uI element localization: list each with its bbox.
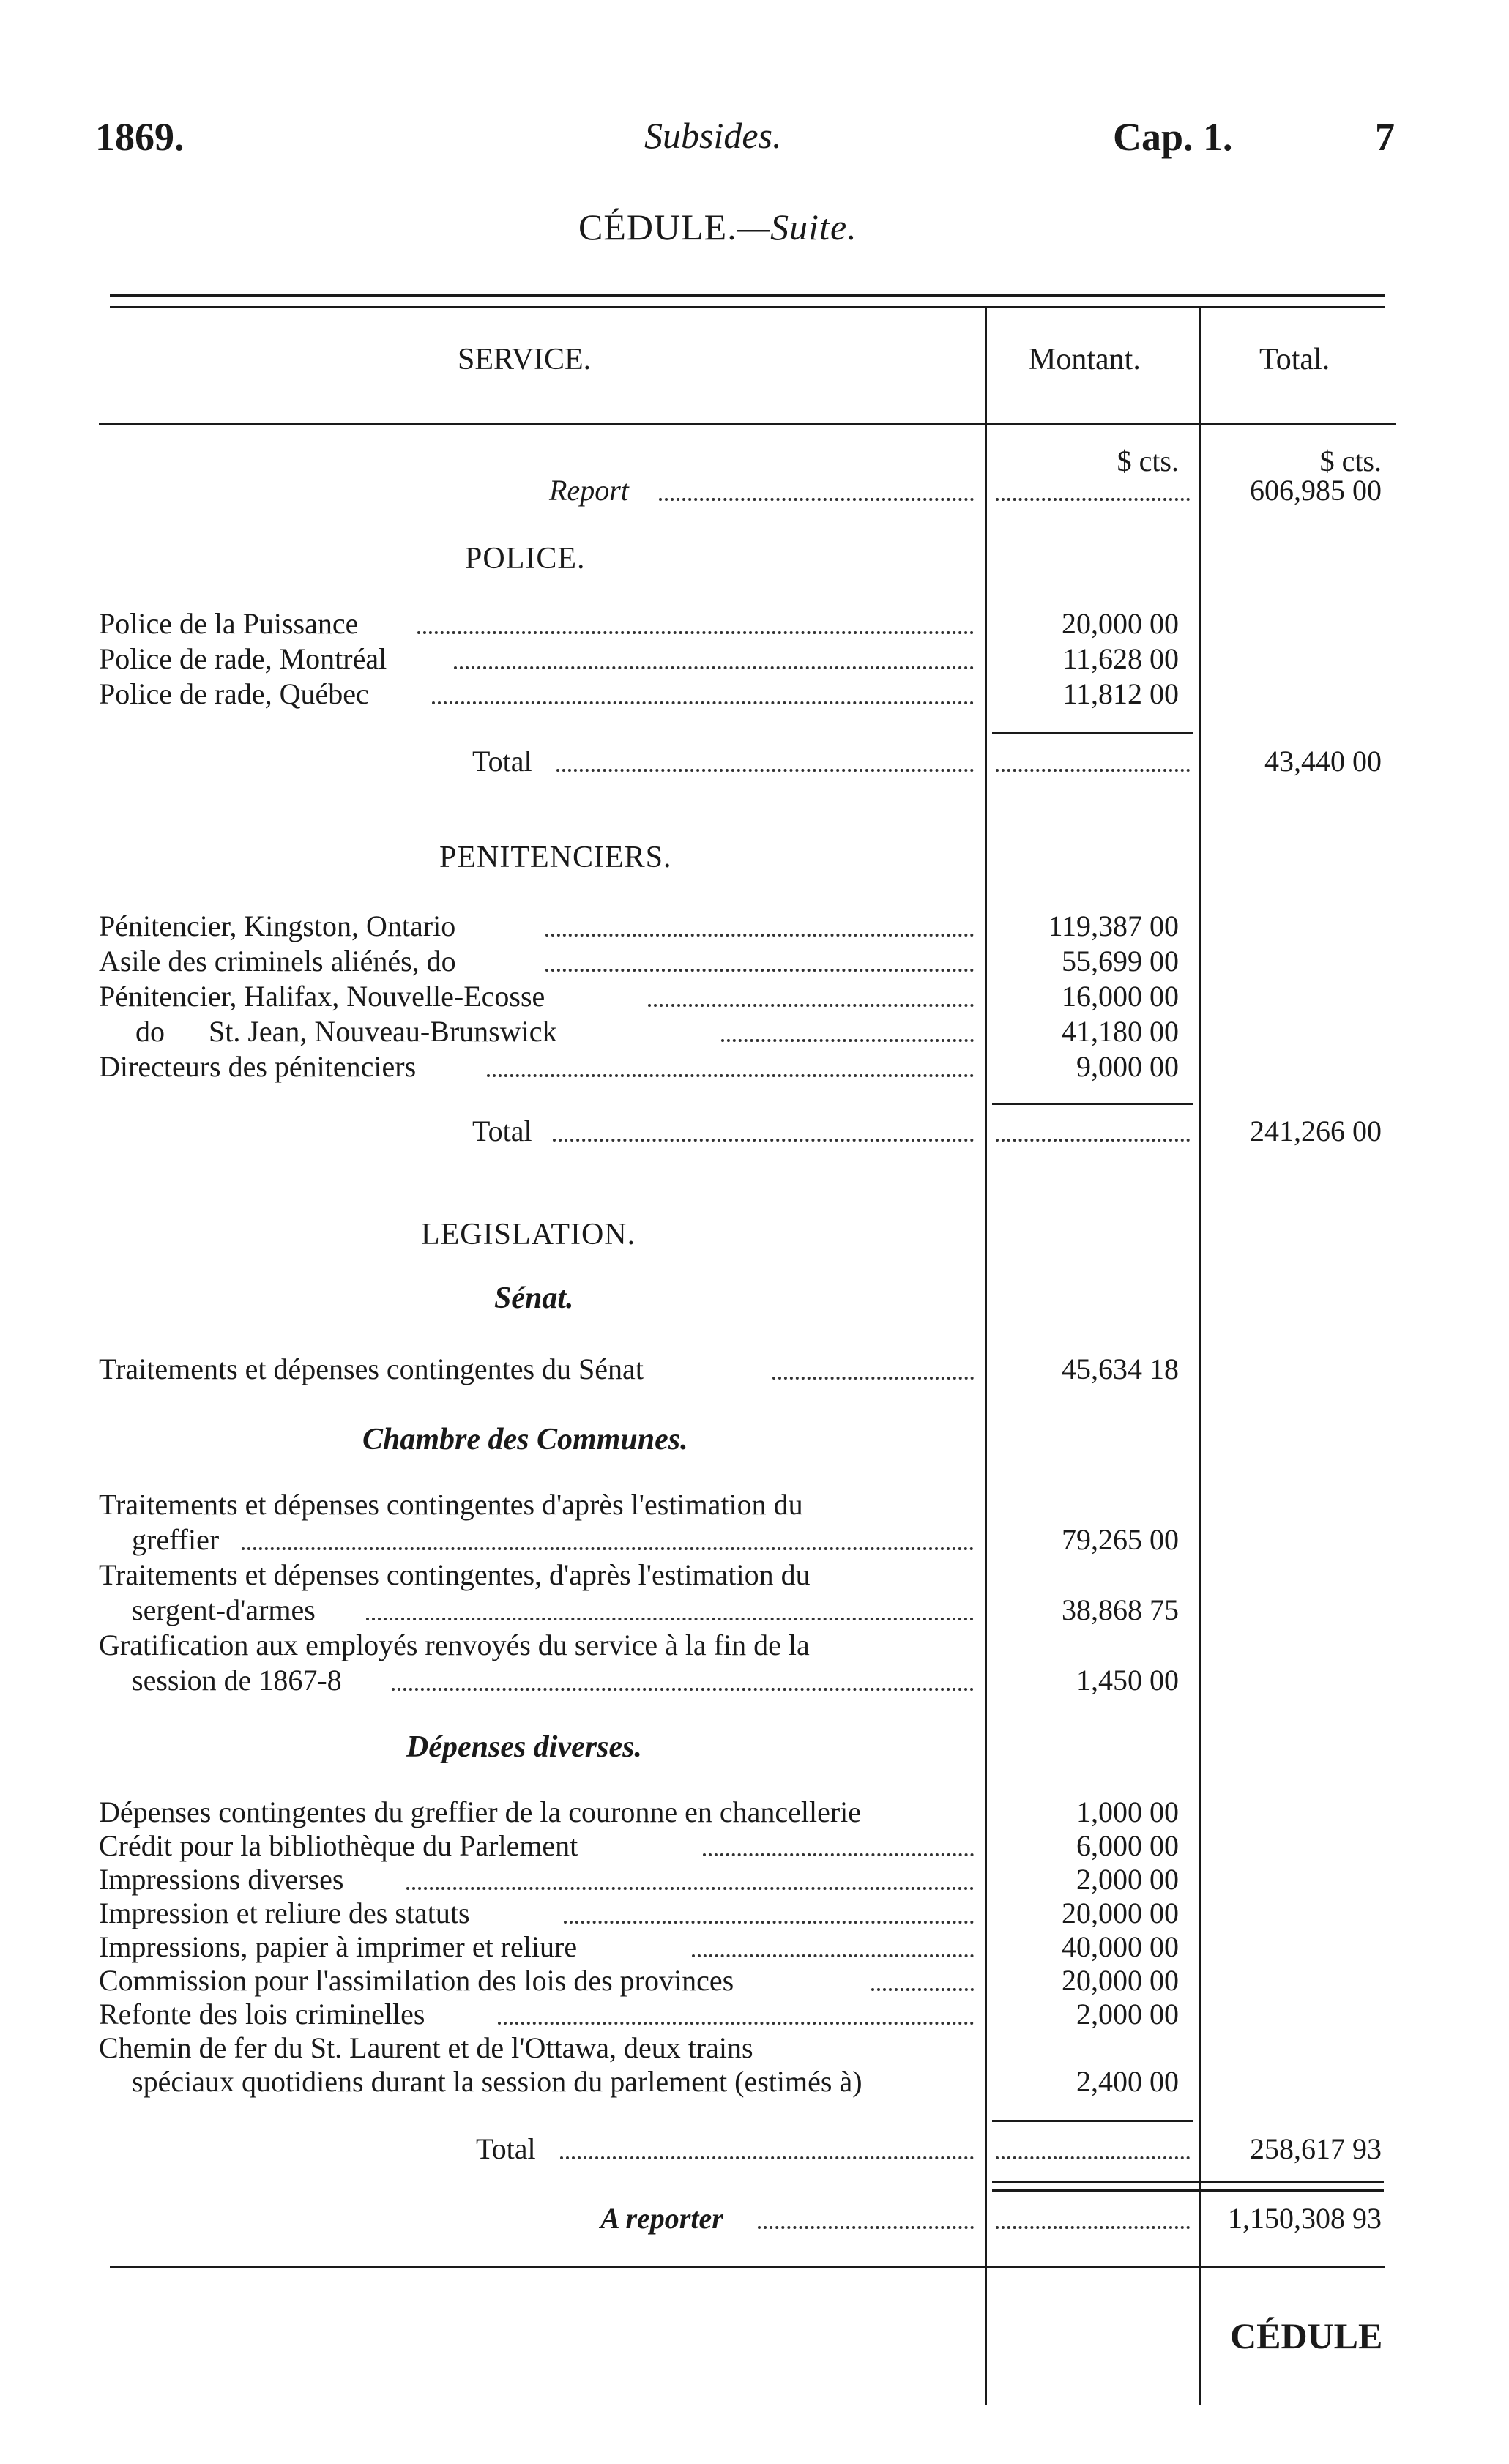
legislation-total: 258,617 93 <box>1250 2132 1382 2165</box>
montant-column-rule <box>985 308 987 2405</box>
table-row-label: Impressions, papier à imprimer et reliure <box>99 1930 578 1963</box>
leader-dots <box>996 2156 1190 2159</box>
subsection-heading-senat: Sénat. <box>494 1281 574 1315</box>
table-row-amount: 20,000 00 <box>1062 1964 1179 1997</box>
table-row-label: Commission pour l'assimilation des lois des provinces <box>99 1964 734 1997</box>
leader-dots <box>417 631 974 634</box>
table-row-amount: 2,000 00 <box>1076 1998 1179 2031</box>
leader-dots <box>758 2226 974 2229</box>
total-units: $ cts. <box>1319 444 1382 477</box>
subsection-heading-diverses: Dépenses diverses. <box>406 1730 642 1764</box>
leader-dots <box>432 701 974 704</box>
leader-dots <box>871 1988 974 1991</box>
table-row-label: Traitements et dépenses contingentes d'après l'estimation du <box>99 1488 803 1521</box>
table-row-label: do St. Jean, Nouveau-Brunswick <box>135 1015 557 1048</box>
reporter-rule-2 <box>992 2189 1384 2192</box>
table-row-label: Police de rade, Montréal <box>99 642 387 675</box>
report-total: 606,985 00 <box>1250 474 1382 507</box>
table-row-label: Impression et reliure des statuts <box>99 1897 470 1929</box>
report-label: Report <box>549 474 629 507</box>
table-row-label: Pénitencier, Kingston, Ontario <box>99 909 456 942</box>
total-column-header: Total. <box>1259 343 1330 376</box>
table-row-label: Gratification aux employés renvoyés du service à la fin de la <box>99 1629 810 1661</box>
leader-dots <box>560 2156 974 2159</box>
table-row-label: Traitements et dépenses contingentes, d'après l'estimation du <box>99 1558 811 1591</box>
section-heading-legislation: LEGISLATION. <box>421 1218 636 1251</box>
top-rule-2 <box>110 306 1385 308</box>
table-row-label: Impressions diverses <box>99 1863 344 1896</box>
legislation-total-label: Total <box>476 2132 536 2165</box>
police-total: 43,440 00 <box>1264 745 1382 778</box>
leader-dots <box>366 1618 974 1620</box>
page-title <box>578 206 857 247</box>
penitenciers-total: 241,266 00 <box>1250 1114 1382 1147</box>
leader-dots <box>392 1688 974 1691</box>
table-row-amount: 1,450 00 <box>1076 1664 1179 1697</box>
reporter-rule <box>992 2181 1384 2183</box>
total-column-rule <box>1199 308 1201 2405</box>
leader-dots <box>545 969 974 972</box>
subsection-heading-communes: Chambre des Communes. <box>362 1423 688 1456</box>
table-row-label-cont: spéciaux quotidiens durant la session du parlement (estimés à) <box>132 2065 862 2098</box>
table-row-label: Traitements et dépenses contingentes du Sénat <box>99 1352 644 1385</box>
chapter: Cap. 1. <box>1113 115 1233 159</box>
police-total-label: Total <box>472 745 532 778</box>
table-row-label: Dépenses contingentes du greffier de la couronne en chancellerie <box>99 1795 862 1828</box>
leader-dots <box>406 1887 974 1890</box>
leader-dots <box>772 1377 974 1380</box>
table-row-amount: 55,699 00 <box>1062 945 1179 978</box>
leader-dots <box>996 769 1190 772</box>
leader-dots <box>996 498 1190 501</box>
top-rule <box>110 294 1385 297</box>
leader-dots <box>242 1547 974 1550</box>
a-reporter-total: 1,150,308 93 <box>1228 2202 1382 2235</box>
a-reporter-label: A reporter <box>600 2202 723 2235</box>
table-row-amount: 79,265 00 <box>1062 1523 1179 1556</box>
table-row-label: Asile des criminels aliénés, do <box>99 945 456 978</box>
subtotal-rule <box>992 2120 1193 2122</box>
leader-dots <box>454 666 974 669</box>
montant-units: $ cts. <box>1117 444 1179 477</box>
table-row-label: Crédit pour la bibliothèque du Parlement <box>99 1829 578 1862</box>
table-row-amount: 9,000 00 <box>1076 1050 1179 1083</box>
montant-column-header: Montant. <box>1029 343 1141 376</box>
header-rule <box>99 423 1396 425</box>
subtotal-rule <box>992 732 1193 734</box>
table-row-amount: 38,868 75 <box>1062 1593 1179 1626</box>
leader-dots <box>996 2226 1190 2229</box>
table-row-amount: 40,000 00 <box>1062 1930 1179 1963</box>
title-main: CÉDULE. <box>578 206 737 247</box>
bottom-rule <box>110 2266 1385 2268</box>
penitenciers-total-label: Total <box>472 1114 532 1147</box>
table-row-amount: 20,000 00 <box>1062 607 1179 640</box>
table-row-amount: 41,180 00 <box>1062 1015 1179 1048</box>
table-row-label: Police de la Puissance <box>99 607 359 640</box>
leader-dots <box>487 1074 974 1077</box>
leader-dots <box>721 1039 974 1042</box>
leader-dots <box>553 1139 974 1142</box>
title-suffix: —Suite. <box>737 206 857 247</box>
table-row-amount: 16,000 00 <box>1062 980 1179 1013</box>
table-row-label-cont: sergent-d'armes <box>132 1593 316 1626</box>
section-heading-penitenciers: PENITENCIERS. <box>439 841 672 874</box>
section-heading-police: POLICE. <box>465 542 586 576</box>
service-column-header: SERVICE. <box>458 343 592 376</box>
subtotal-rule <box>992 1103 1193 1105</box>
leader-dots <box>564 1921 974 1924</box>
table-row-amount: 2,400 00 <box>1076 2065 1179 2098</box>
table-row-label: Pénitencier, Halifax, Nouvelle-Ecosse <box>99 980 545 1013</box>
leader-dots <box>659 498 974 501</box>
subject-heading: Subsides. <box>644 115 782 156</box>
leader-dots <box>703 1853 974 1856</box>
table-row-label-cont: greffier <box>132 1523 220 1556</box>
table-row-label-cont: session de 1867-8 <box>132 1664 342 1697</box>
leader-dots <box>498 2022 974 2025</box>
leader-dots <box>996 1139 1190 1142</box>
leader-dots <box>556 769 974 772</box>
leader-dots <box>648 1004 974 1007</box>
table-row-amount: 2,000 00 <box>1076 1863 1179 1896</box>
leader-dots <box>692 1954 974 1957</box>
table-row-label: Directeurs des pénitenciers <box>99 1050 417 1083</box>
table-row-label: Chemin de fer du St. Laurent et de l'Ottawa, deux trains <box>99 2031 753 2064</box>
table-row-label: Police de rade, Québec <box>99 677 369 710</box>
table-row-amount: 11,812 00 <box>1062 677 1179 710</box>
table-row-amount: 1,000 00 <box>1076 1795 1179 1828</box>
table-row-amount: 119,387 00 <box>1048 909 1179 942</box>
year: 1869. <box>95 115 185 159</box>
table-row-amount: 20,000 00 <box>1062 1897 1179 1929</box>
table-row-amount: 45,634 18 <box>1062 1352 1179 1385</box>
table-row-label: Refonte des lois criminelles <box>99 1998 425 2031</box>
catchword: CÉDULE <box>1230 2315 1383 2356</box>
page-number: 7 <box>1375 115 1395 159</box>
table-row-amount: 11,628 00 <box>1062 642 1179 675</box>
table-row-amount: 6,000 00 <box>1076 1829 1179 1862</box>
leader-dots <box>545 934 974 937</box>
